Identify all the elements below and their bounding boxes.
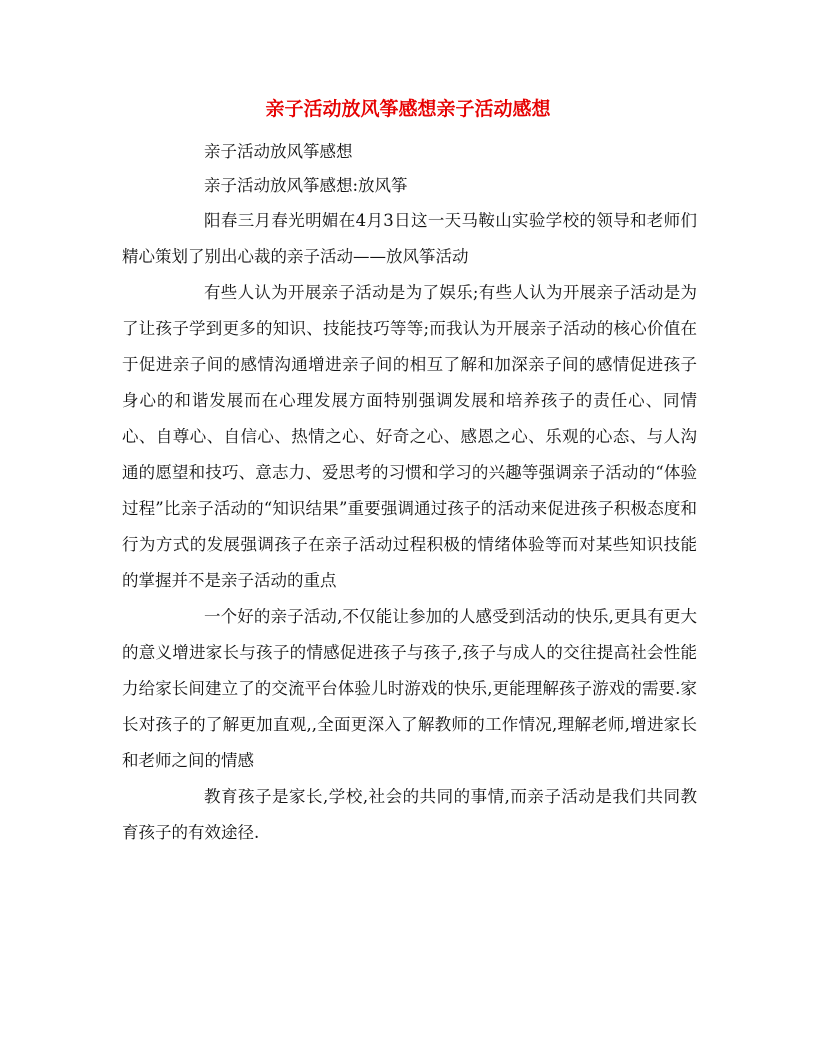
- subtitle-1: 亲子活动放风筝感想: [204, 142, 353, 161]
- paragraph-3: 一个好的亲子活动,不仅能让参加的人感受到活动的快乐,更具有更大的意义增进家长与孩子的情感促进孩子与孩子,孩子与成人的交往提高社会性能力给家长间建立了的交流平台体验儿时游戏的快乐,更能理解孩子游戏的需要.家长对孩子的了解更加直观,,全面更深入了解教师的工作情况,理解老师,增进家长和老师之间的情感: [122, 607, 697, 770]
- subtitle-2: 亲子活动放风筝感想:放风筝: [204, 176, 408, 195]
- paragraph-4: 教育孩子是家长,学校,社会的共同的事情,而亲子活动是我们共同教育孩子的有效途径.: [122, 787, 697, 842]
- paragraph-1: 阳春三月春光明媚在4月3日这一天马鞍山实验学校的领导和老师们精心策划了别出心裁的亲子活动——放风筝活动: [122, 211, 697, 266]
- paragraph-2: 有些人认为开展亲子活动是为了娱乐;有些人认为开展亲子活动是为了让孩子学到更多的知识、技能技巧等等;而我认为开展亲子活动的核心价值在于促进亲子间的感情沟通增进亲子间的相互了解和加深亲子间的感情促进孩子身心的和谐发展而在心理发展方面特别强调发展和培养孩子的责任心、同情心、自尊心、自信心、热情之心、好奇之心、感恩之心、乐观的心态、与人沟通的愿望和技巧、意志力、爱思考的习惯和学习的兴趣等强调亲子活动的“体验过程”比亲子活动的“知识结果”重要强调通过孩子的活动来促进孩子积极态度和行为方式的发展强调孩子在亲子活动过程积极的情绪体验等而对某些知识技能的掌握并不是亲子活动的重点: [122, 283, 697, 590]
- document-title: 亲子活动放风筝感想亲子活动感想: [265, 98, 551, 120]
- body-text: [122, 203, 697, 851]
